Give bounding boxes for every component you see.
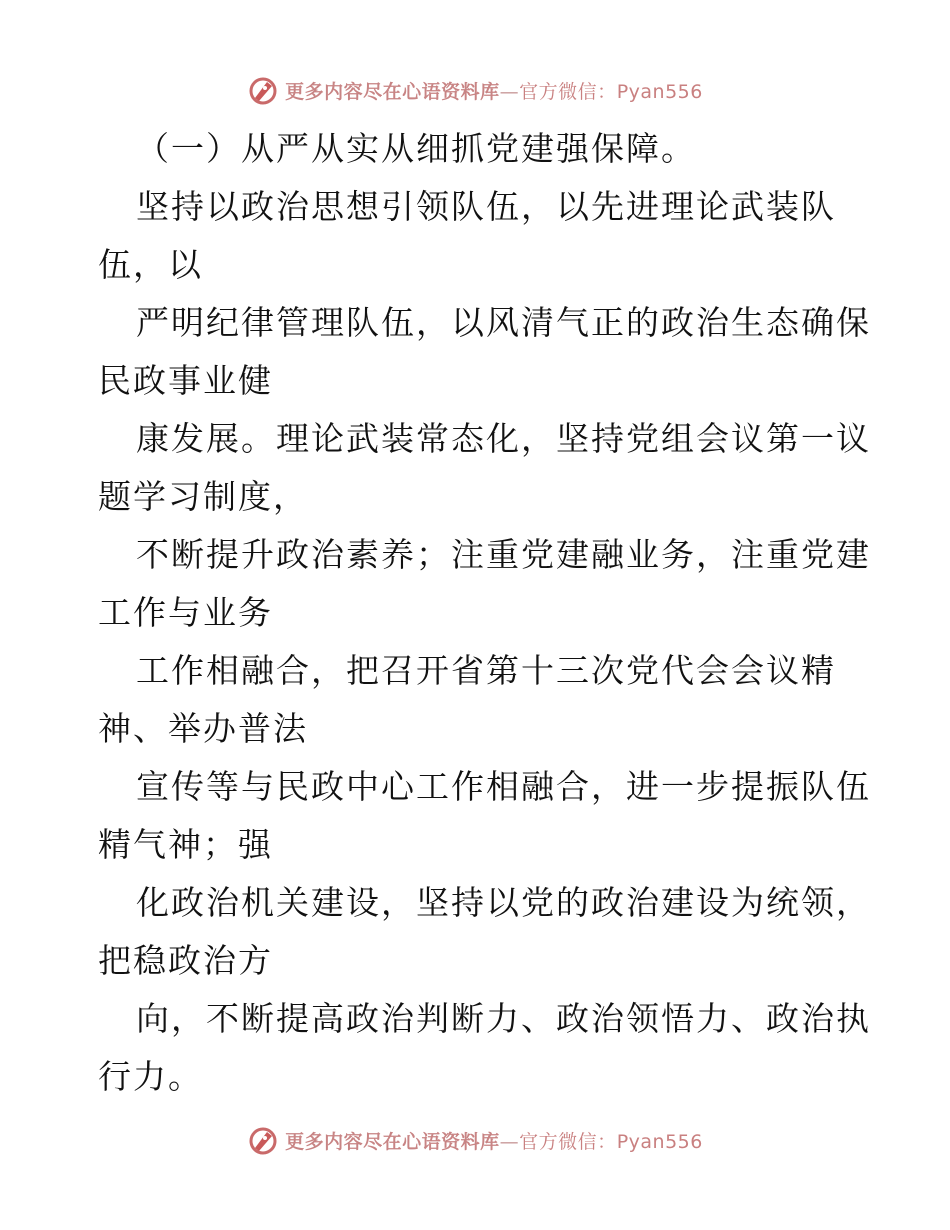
banner-dash: — [499, 80, 520, 103]
text-line: 工作与业务 [98, 593, 273, 632]
text-line: 民政事业健 [98, 361, 273, 400]
text-line: 行力。 [98, 1057, 203, 1096]
banner-site-text: 更多内容尽在心语资料库 [285, 1130, 500, 1153]
text-line: 题学习制度， [98, 477, 308, 516]
pen-nib-logo-icon [247, 74, 279, 106]
banner-wechat-id: Pyan556 [616, 80, 703, 103]
text-line: 坚持以政治思想引领队伍，以先进理论武装队 [136, 187, 836, 226]
banner-wechat-id: Pyan556 [616, 1130, 703, 1153]
text-line: 严明纪律管理队伍，以风清气正的政治生态确保 [136, 303, 871, 342]
section-heading: （一）从严从实从细抓党建强保障。 [136, 129, 696, 168]
text-line: 伍，以 [98, 245, 203, 284]
text-line: 把稳政治方 [98, 941, 273, 980]
banner-dash: — [499, 1130, 520, 1153]
banner-text [285, 77, 703, 104]
banner-wechat-label: 官方微信： [519, 1130, 617, 1153]
pen-nib-logo-icon [247, 1124, 279, 1156]
banner-wechat-label: 官方微信： [519, 80, 617, 103]
header-banner [0, 70, 950, 110]
text-line: 精气神；强 [98, 825, 273, 864]
text-line: 神、举办普法 [98, 709, 308, 748]
text-line: 工作相融合，把召开省第十三次党代会会议精 [136, 651, 836, 690]
text-line: 化政治机关建设，坚持以党的政治建设为统领， [136, 883, 871, 922]
banner-site-text: 更多内容尽在心语资料库 [285, 80, 500, 103]
document-body [98, 120, 871, 1106]
banner-text [285, 1127, 703, 1154]
text-line: 向，不断提高政治判断力、政治领悟力、政治执 [136, 999, 871, 1038]
footer-banner [0, 1120, 950, 1160]
text-line: 不断提升政治素养；注重党建融业务，注重党建 [136, 535, 871, 574]
text-line: 宣传等与民政中心工作相融合，进一步提振队伍 [136, 767, 871, 806]
text-line: 康发展。理论武装常态化，坚持党组会议第一议 [136, 419, 871, 458]
